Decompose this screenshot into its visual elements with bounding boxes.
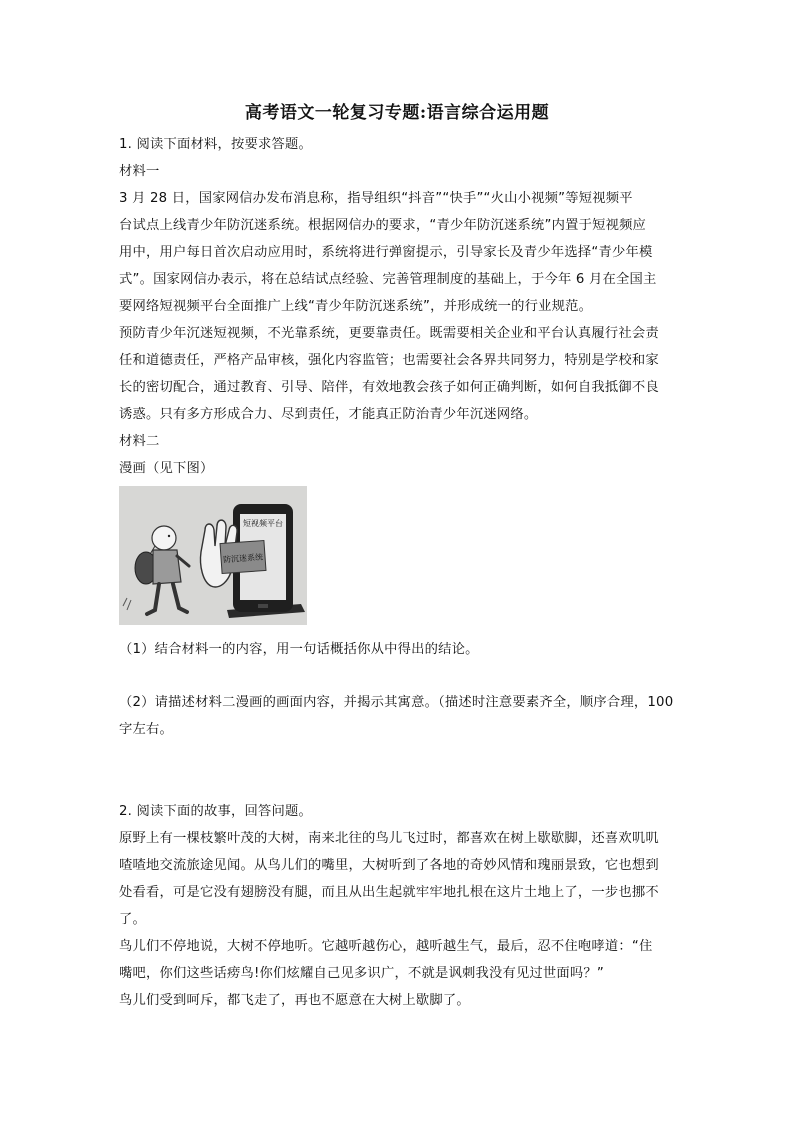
material-1-line: 式”。国家网信办表示，将在总结试点经验、完善管理制度的基础上，于今年 6 月在全国主: [119, 272, 657, 287]
story-line: 嘴吧，你们这些话痨鸟!你们炫耀自己见多识广，不就是讽刺我没有见过世面吗？”: [119, 966, 605, 981]
sub-question-2-line: 字左右。: [119, 722, 173, 737]
question-2-prompt: 2. 阅读下面的故事，回答问题。: [119, 804, 312, 819]
material-1-line: 3 月 28 日，国家网信办发布消息称，指导组织“抖音”“快手”“火山小视频”等短视频平: [119, 191, 633, 206]
story-line: 鸟儿们受到呵斥，都飞走了，再也不愿意在大树上歇脚了。: [119, 993, 470, 1008]
story-line: 处看看，可是它没有翅膀没有腿，而且从出生起就牢牢地扎根在这片土地上了，一步也挪不: [119, 885, 659, 900]
comic-caption: 漫画（见下图）: [119, 461, 214, 476]
material-1-line: 预防青少年沉迷短视频，不光靠系统，更要靠责任。既需要相关企业和平台认真履行社会责: [119, 326, 659, 341]
document-title: 高考语文一轮复习专题:语言综合运用题: [244, 103, 550, 123]
material-1-line: 诱惑。只有多方形成合力、尽到责任，才能真正防治青少年沉迷网络。: [119, 407, 538, 422]
phone-label-top: 短视频平台: [243, 519, 283, 528]
sub-question-1: （1）结合材料一的内容，用一句话概括你从中得出的结论。: [119, 642, 479, 657]
material-1-line: 要网络短视频平台全面推广上线“青少年防沉迷系统”，并形成统一的行业规范。: [119, 299, 593, 314]
material-1-heading: 材料一: [119, 164, 160, 179]
story-line: 了。: [119, 912, 146, 927]
material-2-heading: 材料二: [119, 434, 160, 449]
story-line: 鸟儿们不停地说，大树不停地听。它越听越伤心，越听越生气，最后，忍不住咆哮道：“住: [119, 939, 653, 954]
story-line: 喳喳地交流旅途见闻。从鸟儿们的嘴里，大树听到了各地的奇妙风情和瑰丽景致，它也想到: [119, 858, 659, 873]
story-line: 原野上有一棵枝繁叶茂的大树，南来北往的鸟儿飞过时，都喜欢在树上歇歇脚，还喜欢叽叽: [119, 831, 659, 846]
boy-head: [152, 526, 176, 550]
sub-question-2-line: （2）请描述材料二漫画的画面内容，并揭示其寓意。（描述时注意要素齐全，顺序合理，100: [119, 695, 674, 710]
material-1-line: 长的密切配合，通过教育、引导、陪伴，有效地教会孩子如何正确判断，如何自我抵御不良: [119, 380, 659, 395]
material-1-line: 台试点上线青少年防沉迷系统。根据网信办的要求，“青少年防沉迷系统”内置于短视频应: [119, 218, 647, 233]
question-1-prompt: 1. 阅读下面材料，按要求答题。: [119, 137, 312, 152]
material-1-line: 用中，用户每日首次启动应用时，系统将进行弹窗提示，引导家长及青少年选择“青少年模: [119, 245, 653, 260]
comic-illustration: [119, 486, 307, 625]
material-1-line: 任和道德责任，严格产品审核，强化内容监管；也需要社会各界共同努力，特别是学校和家: [119, 353, 659, 368]
phone-label-sign: 防沉迷系统: [222, 552, 264, 565]
